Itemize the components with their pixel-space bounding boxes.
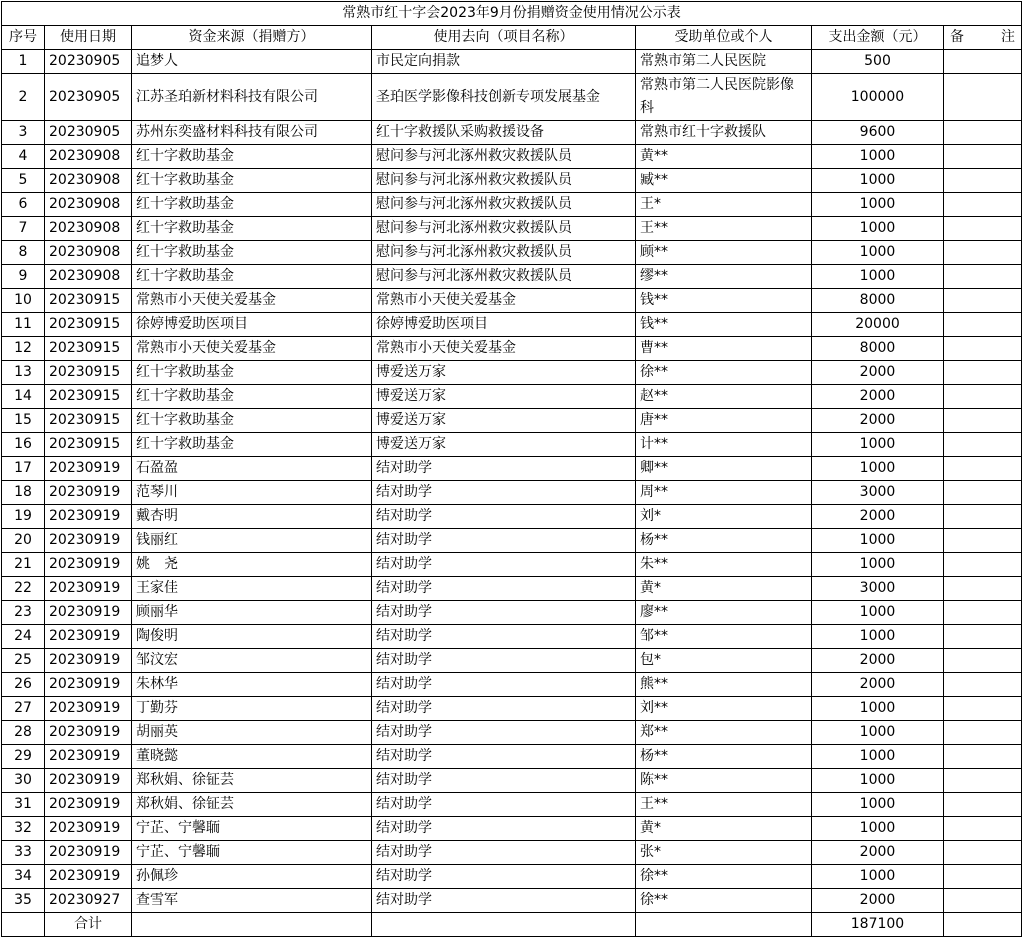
header-source: 资金来源（捐赠方） [132,26,372,50]
table-row [2,841,1022,865]
cell-source: 红十字救助基金 [132,361,372,385]
cell-amount: 2000 [812,649,944,673]
cell-seq: 23 [2,601,45,625]
cell-amount: 100000 [812,74,944,121]
cell-amount: 1000 [812,265,944,289]
table-row [2,385,1022,409]
cell-amount: 1000 [812,625,944,649]
cell-recipient: 臧** [636,169,812,193]
cell-recipient: 常熟市红十字救援队 [636,121,812,145]
cell-source: 常熟市小天使关爱基金 [132,289,372,313]
cell-amount: 500 [812,50,944,74]
cell-amount: 2000 [812,505,944,529]
total-label: 合计 [45,913,132,937]
table-row [2,577,1022,601]
cell-remark [944,601,1022,625]
cell-amount: 2000 [812,841,944,865]
cell-source: 陶俊明 [132,625,372,649]
header-purpose: 使用去向（项目名称） [372,26,636,50]
cell-purpose: 结对助学 [372,745,636,769]
table-row [2,481,1022,505]
table-row [2,529,1022,553]
cell-source: 邹汶宏 [132,649,372,673]
cell-remark [944,193,1022,217]
header-amount: 支出金额（元） [812,26,944,50]
cell-purpose: 结对助学 [372,505,636,529]
table-row [2,217,1022,241]
cell-purpose: 慰问参与河北涿州救灾救援队员 [372,217,636,241]
cell-recipient: 朱** [636,553,812,577]
cell-remark [944,817,1022,841]
cell-source: 宁芷、宁馨聏 [132,841,372,865]
cell-seq: 1 [2,50,45,74]
cell-source: 王家佳 [132,577,372,601]
cell-purpose: 博爱送万家 [372,409,636,433]
cell-source: 顾丽华 [132,601,372,625]
cell-recipient: 刘** [636,697,812,721]
cell-source: 丁勤芬 [132,697,372,721]
table-row [2,74,1022,121]
cell-date: 20230919 [45,601,132,625]
cell-purpose: 结对助学 [372,721,636,745]
cell-remark [944,241,1022,265]
cell-purpose: 结对助学 [372,553,636,577]
cell-source: 红十字救助基金 [132,169,372,193]
cell-recipient: 熊** [636,673,812,697]
cell-source: 孙佩珍 [132,865,372,889]
cell-amount: 9600 [812,121,944,145]
cell-date: 20230919 [45,793,132,817]
total-empty-cell [636,913,812,937]
table-row [2,50,1022,74]
cell-recipient: 王* [636,193,812,217]
cell-remark [944,337,1022,361]
cell-purpose: 慰问参与河北涿州救灾救援队员 [372,169,636,193]
table-row [2,649,1022,673]
cell-purpose: 结对助学 [372,601,636,625]
cell-remark [944,649,1022,673]
table-row [2,289,1022,313]
cell-date: 20230915 [45,289,132,313]
cell-purpose: 市民定向捐款 [372,50,636,74]
cell-remark [944,841,1022,865]
cell-recipient: 计** [636,433,812,457]
cell-remark [944,145,1022,169]
cell-remark [944,769,1022,793]
cell-recipient: 钱** [636,289,812,313]
cell-source: 胡丽英 [132,721,372,745]
cell-purpose: 结对助学 [372,841,636,865]
cell-recipient: 徐** [636,361,812,385]
cell-date: 20230905 [45,74,132,121]
cell-recipient: 杨** [636,529,812,553]
cell-source: 红十字救助基金 [132,265,372,289]
cell-date: 20230915 [45,361,132,385]
cell-date: 20230908 [45,241,132,265]
cell-seq: 8 [2,241,45,265]
cell-purpose: 圣珀医学影像科技创新专项发展基金 [372,74,636,121]
cell-remark [944,625,1022,649]
cell-remark [944,721,1022,745]
cell-date: 20230919 [45,721,132,745]
cell-source: 查雪军 [132,889,372,913]
cell-source: 红十字救助基金 [132,409,372,433]
title-row [2,2,1022,26]
cell-seq: 17 [2,457,45,481]
cell-seq: 29 [2,745,45,769]
cell-source: 郑秋娟、徐钲芸 [132,793,372,817]
header-date: 使用日期 [45,26,132,50]
table-row [2,697,1022,721]
cell-amount: 1000 [812,745,944,769]
cell-seq: 21 [2,553,45,577]
table-row [2,265,1022,289]
cell-date: 20230919 [45,457,132,481]
cell-recipient: 张* [636,841,812,865]
cell-recipient: 顾** [636,241,812,265]
cell-amount: 1000 [812,433,944,457]
cell-date: 20230919 [45,673,132,697]
cell-recipient: 杨** [636,745,812,769]
cell-amount: 1000 [812,865,944,889]
cell-source: 红十字救助基金 [132,433,372,457]
cell-date: 20230908 [45,145,132,169]
cell-recipient: 缪** [636,265,812,289]
total-amount: 187100 [812,913,944,937]
cell-date: 20230919 [45,697,132,721]
cell-amount: 1000 [812,793,944,817]
cell-amount: 1000 [812,241,944,265]
cell-remark [944,433,1022,457]
cell-seq: 10 [2,289,45,313]
header-recipient: 受助单位或个人 [636,26,812,50]
cell-purpose: 结对助学 [372,577,636,601]
cell-amount: 2000 [812,673,944,697]
cell-amount: 8000 [812,337,944,361]
cell-amount: 1000 [812,697,944,721]
cell-seq: 24 [2,625,45,649]
cell-amount: 3000 [812,481,944,505]
cell-purpose: 常熟市小天使关爱基金 [372,337,636,361]
cell-remark [944,793,1022,817]
table-row [2,313,1022,337]
cell-date: 20230915 [45,409,132,433]
cell-remark [944,74,1022,121]
table-row [2,817,1022,841]
cell-remark [944,889,1022,913]
cell-amount: 8000 [812,289,944,313]
cell-recipient: 王** [636,217,812,241]
cell-purpose: 结对助学 [372,457,636,481]
cell-seq: 18 [2,481,45,505]
cell-date: 20230919 [45,745,132,769]
cell-date: 20230915 [45,433,132,457]
cell-recipient: 刘* [636,505,812,529]
table-row [2,193,1022,217]
table-row [2,505,1022,529]
cell-date: 20230905 [45,50,132,74]
cell-purpose: 结对助学 [372,817,636,841]
cell-purpose: 慰问参与河北涿州救灾救援队员 [372,241,636,265]
total-empty-cell [372,913,636,937]
cell-source: 徐婷博爱助医项目 [132,313,372,337]
cell-date: 20230908 [45,169,132,193]
cell-seq: 15 [2,409,45,433]
cell-recipient: 邹** [636,625,812,649]
cell-date: 20230908 [45,217,132,241]
cell-source: 姚 尧 [132,553,372,577]
table-row [2,457,1022,481]
cell-amount: 1000 [812,529,944,553]
cell-purpose: 博爱送万家 [372,433,636,457]
cell-remark [944,697,1022,721]
cell-seq: 5 [2,169,45,193]
cell-recipient: 黄** [636,145,812,169]
cell-seq: 27 [2,697,45,721]
cell-seq: 4 [2,145,45,169]
cell-date: 20230919 [45,553,132,577]
cell-source: 钱丽红 [132,529,372,553]
cell-remark [944,217,1022,241]
cell-recipient: 王** [636,793,812,817]
cell-amount: 1000 [812,217,944,241]
table-row [2,601,1022,625]
cell-source: 常熟市小天使关爱基金 [132,337,372,361]
cell-purpose: 博爱送万家 [372,361,636,385]
cell-seq: 14 [2,385,45,409]
cell-purpose: 红十字救援队采购救援设备 [372,121,636,145]
cell-recipient: 唐** [636,409,812,433]
cell-source: 追梦人 [132,50,372,74]
cell-recipient: 周** [636,481,812,505]
cell-purpose: 结对助学 [372,625,636,649]
table-row [2,721,1022,745]
cell-purpose: 结对助学 [372,529,636,553]
cell-recipient: 卿** [636,457,812,481]
cell-purpose: 慰问参与河北涿州救灾救援队员 [372,145,636,169]
cell-date: 20230908 [45,193,132,217]
cell-source: 郑秋娟、徐钲芸 [132,769,372,793]
cell-source: 红十字救助基金 [132,241,372,265]
cell-seq: 32 [2,817,45,841]
cell-amount: 1000 [812,457,944,481]
header-seq: 序号 [2,26,45,50]
cell-source: 红十字救助基金 [132,217,372,241]
cell-date: 20230919 [45,505,132,529]
table-row [2,121,1022,145]
cell-purpose: 结对助学 [372,865,636,889]
cell-amount: 1000 [812,169,944,193]
cell-date: 20230919 [45,481,132,505]
cell-date: 20230919 [45,865,132,889]
cell-remark [944,361,1022,385]
cell-seq: 11 [2,313,45,337]
cell-amount: 2000 [812,361,944,385]
table-row [2,673,1022,697]
cell-seq: 33 [2,841,45,865]
cell-purpose: 慰问参与河北涿州救灾救援队员 [372,265,636,289]
cell-amount: 20000 [812,313,944,337]
cell-amount: 3000 [812,577,944,601]
cell-seq: 28 [2,721,45,745]
cell-amount: 2000 [812,385,944,409]
cell-purpose: 结对助学 [372,769,636,793]
cell-seq: 7 [2,217,45,241]
cell-recipient: 徐** [636,865,812,889]
cell-date: 20230919 [45,625,132,649]
cell-source: 红十字救助基金 [132,145,372,169]
cell-amount: 1000 [812,193,944,217]
cell-source: 红十字救助基金 [132,193,372,217]
table-row [2,337,1022,361]
cell-remark [944,289,1022,313]
cell-remark [944,121,1022,145]
cell-purpose: 结对助学 [372,481,636,505]
cell-seq: 35 [2,889,45,913]
cell-seq: 3 [2,121,45,145]
cell-purpose: 结对助学 [372,793,636,817]
total-empty-seq [2,913,45,937]
cell-date: 20230905 [45,121,132,145]
table-row [2,889,1022,913]
cell-remark [944,745,1022,769]
total-empty-cell [132,913,372,937]
cell-amount: 2000 [812,889,944,913]
cell-purpose: 结对助学 [372,673,636,697]
cell-seq: 30 [2,769,45,793]
cell-remark [944,385,1022,409]
table-row [2,169,1022,193]
cell-recipient: 钱** [636,313,812,337]
cell-source: 宁芷、宁馨聏 [132,817,372,841]
table-row [2,145,1022,169]
table-row [2,625,1022,649]
cell-source: 戴杏明 [132,505,372,529]
cell-source: 石盈盈 [132,457,372,481]
cell-seq: 34 [2,865,45,889]
donation-usage-table [1,1,1022,937]
cell-remark [944,553,1022,577]
cell-recipient: 徐** [636,889,812,913]
cell-remark [944,865,1022,889]
cell-amount: 1000 [812,553,944,577]
total-empty-remark [944,913,1022,937]
cell-date: 20230927 [45,889,132,913]
cell-seq: 12 [2,337,45,361]
cell-seq: 16 [2,433,45,457]
cell-date: 20230919 [45,577,132,601]
cell-amount: 1000 [812,817,944,841]
cell-purpose: 慰问参与河北涿州救灾救援队员 [372,193,636,217]
cell-remark [944,505,1022,529]
cell-source: 红十字救助基金 [132,385,372,409]
cell-remark [944,409,1022,433]
cell-date: 20230919 [45,817,132,841]
cell-remark [944,529,1022,553]
cell-amount: 2000 [812,409,944,433]
cell-seq: 31 [2,793,45,817]
cell-remark [944,577,1022,601]
cell-purpose: 常熟市小天使关爱基金 [372,289,636,313]
cell-recipient: 黄* [636,577,812,601]
cell-remark [944,169,1022,193]
cell-seq: 2 [2,74,45,121]
cell-remark [944,313,1022,337]
table-row [2,745,1022,769]
total-row [2,913,1022,937]
cell-date: 20230919 [45,769,132,793]
cell-purpose: 结对助学 [372,889,636,913]
cell-purpose: 结对助学 [372,697,636,721]
cell-amount: 1000 [812,601,944,625]
cell-date: 20230919 [45,841,132,865]
cell-remark [944,457,1022,481]
cell-recipient: 廖** [636,601,812,625]
table-row [2,433,1022,457]
cell-date: 20230908 [45,265,132,289]
header-row [2,26,1022,50]
cell-recipient: 常熟市第二人民医院 [636,50,812,74]
table-row [2,241,1022,265]
cell-purpose: 徐婷博爱助医项目 [372,313,636,337]
table-row [2,409,1022,433]
page-title: 常熟市红十字会2023年9月份捐赠资金使用情况公示表 [2,2,1022,26]
cell-seq: 13 [2,361,45,385]
cell-date: 20230915 [45,385,132,409]
cell-recipient: 黄* [636,817,812,841]
cell-source: 苏州东奕盛材料科技有限公司 [132,121,372,145]
cell-remark [944,50,1022,74]
cell-source: 董晓懿 [132,745,372,769]
cell-date: 20230915 [45,337,132,361]
cell-source: 朱林华 [132,673,372,697]
cell-recipient: 赵** [636,385,812,409]
header-remark: 备 注 [944,26,1022,50]
cell-seq: 26 [2,673,45,697]
cell-seq: 6 [2,193,45,217]
table-row [2,865,1022,889]
cell-seq: 9 [2,265,45,289]
cell-source: 范琴川 [132,481,372,505]
cell-remark [944,265,1022,289]
cell-date: 20230919 [45,649,132,673]
cell-amount: 1000 [812,769,944,793]
cell-recipient: 常熟市第二人民医院影像科 [636,74,812,121]
cell-seq: 25 [2,649,45,673]
cell-seq: 19 [2,505,45,529]
cell-recipient: 郑** [636,721,812,745]
cell-source: 江苏圣珀新材料科技有限公司 [132,74,372,121]
table-row [2,793,1022,817]
table-row [2,361,1022,385]
cell-purpose: 结对助学 [372,649,636,673]
cell-recipient: 包* [636,649,812,673]
cell-date: 20230919 [45,529,132,553]
cell-remark [944,481,1022,505]
cell-remark [944,673,1022,697]
cell-recipient: 陈** [636,769,812,793]
cell-seq: 20 [2,529,45,553]
cell-amount: 1000 [812,721,944,745]
cell-recipient: 曹** [636,337,812,361]
cell-seq: 22 [2,577,45,601]
cell-date: 20230915 [45,313,132,337]
cell-amount: 1000 [812,145,944,169]
cell-purpose: 博爱送万家 [372,385,636,409]
table-row [2,769,1022,793]
table-row [2,553,1022,577]
